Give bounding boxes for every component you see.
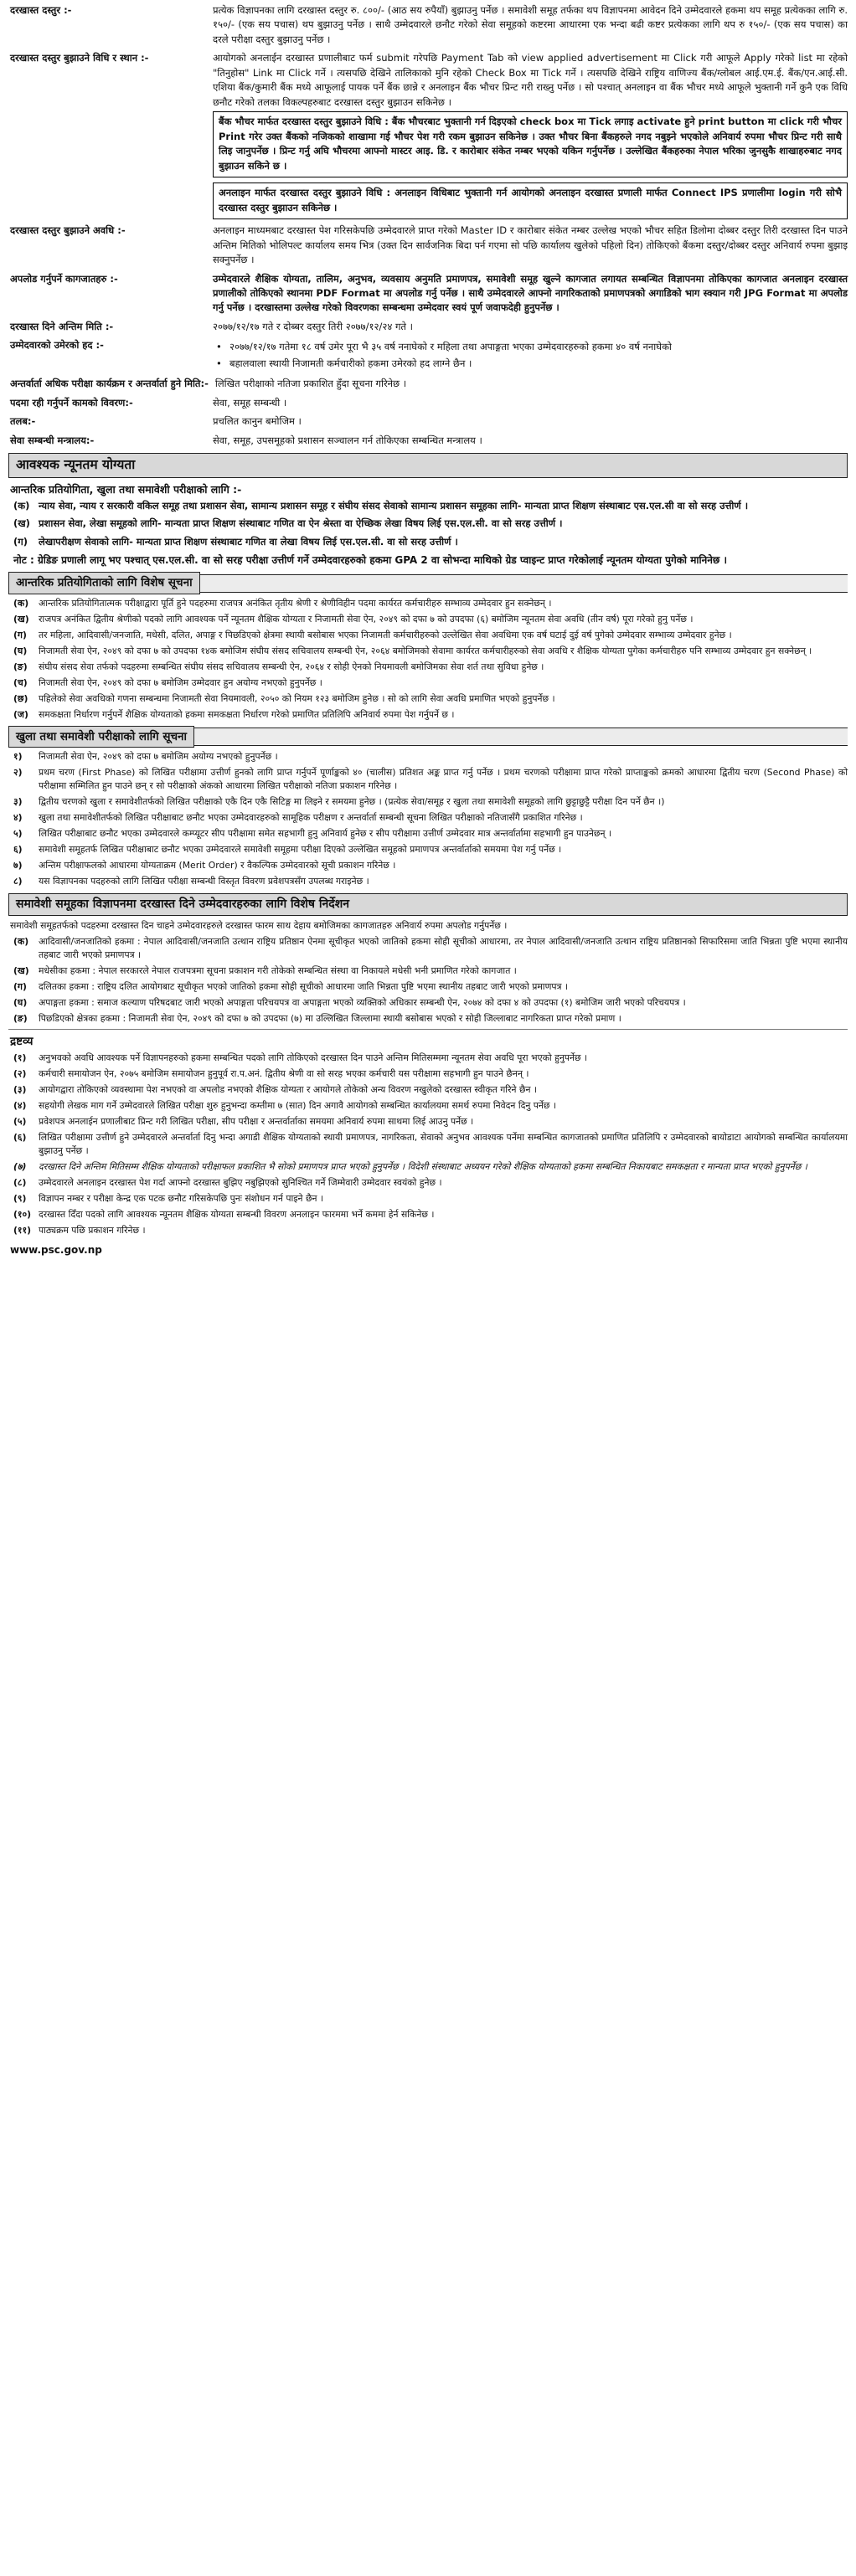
inclusive-list xyxy=(8,919,848,1026)
upload-text: उम्मेदवारले शैक्षिक योग्यता, तालिम, अनुभव, व्यवसाय अनुमति प्रमाणपत्र, समावेशी समूह खुल्ने कागजात लगायत सम्बन्धित विज्ञापनमा तोकिएका कागजात अनलाइन दरखास्त प्रणालीको तोकिएको स्थानमा PDF Format मा अपलोड गर्नु पर्नेछ । साथै उम्मेदवारले आफ्नो नागरिकताको प्रमाणपत्रको अगाडिको भाग स्क्यान गरी JPG Format मा अपलोड गर्नु पर्नेछ । दरखास्तमा उल्लेख गरेको विवरणका सम्बन्धमा उम्मेदवार स्वयं पूर्ण जवाफदेही हुनुपर्नेछ । xyxy=(213,272,848,314)
age-label: उम्मेदवारको उमेरको हद :- xyxy=(10,339,104,352)
salary-text: प्रचलित कानुन बमोजिम । xyxy=(213,415,302,428)
note-item: (३) आयोगद्वारा तोकिएको व्यवस्थामा पेश नभएको वा अपलोड नभएको शैक्षिक योग्यता र आयोगले तोकेको अन्य विवरण नखुलेको दरखास्त स्वीकृत गरिने छैन । xyxy=(13,1084,538,1096)
open-heading: खुला तथा समावेशी परीक्षाको लागि सूचना xyxy=(8,726,194,748)
open-item: ७) अन्तिम परीक्षाफलको आधारमा योग्यताक्रम (Merit Order) र वैकल्पिक उम्मेदवारको सूची प्रकाशन गरिनेछ । xyxy=(13,859,396,871)
last-date-row xyxy=(8,320,848,334)
qualification-item: (ग) लेखापरीक्षण सेवाको लागि- मान्यता प्राप्त शिक्षण संस्थाबाट गणित वा लेखा विषय लिई एस.एल.सी. वा सो सरह उत्तीर्ण । xyxy=(13,535,458,548)
ministry-text: सेवा, समूह, उपसमूहको प्रशासन सञ्चालन गर्न तोकिएका सम्बन्धित मन्त्रालय । xyxy=(213,434,482,446)
internal-list xyxy=(8,597,848,722)
open-item: १) निजामती सेवा ऐन, २०४९ को दफा ७ बमोजिम अयोग्य नभएको हुनुपर्नेछ । xyxy=(13,751,278,763)
online-title: अनलाइन मार्फत दरखास्त दस्तुर बुझाउने विधि : xyxy=(219,187,391,199)
internal-heading-bar xyxy=(8,572,848,594)
deadline-label: दरखास्त दस्तुर बुझाउने अवधि :- xyxy=(10,224,126,237)
note-item: (७) दरखास्त दिने अन्तिम मितिसम्म शैक्षिक योग्यताको परीक्षाफल प्रकाशित भै सोको प्रमाणपत्र प्राप्त भएको हुनुपर्नेछ । विदेशी संस्थाबाट अध्ययन गरेको शैक्षिक योग्यताको हकमा सम्बन्धित निकायबाट समकक्षता र मान्यता प्राप्त भएको हुनुपर्नेछ । xyxy=(13,1161,807,1173)
internal-item: (छ) पहिलेको सेवा अवधिको गणना सम्बन्धमा निजामती सेवा नियमावली, २०५० को नियम १२३ बमोजिम हुनेछ । सो को लागि सेवा अवधि प्रमाणित भएको हुनुपर्नेछ । xyxy=(13,692,555,704)
method-text: आयोगको अनलाईन दरखास्त प्रणालीबाट फर्म submit गरेपछि Payment Tab को view applied advertisement मा Click गरी आफूले Apply गरेको list मा रहेको "तिनुहोस" Link मा Click गर्ने । त्यसपछि देखिने तालिकाको मुनि रहेको Check Box मा Tick गर्ने । त्यसपछि देखिने राष्ट्रिय वाणिज्य बैंक/ग्लोबल आई.एम.ई. बैंक/एन.आई.सी. एशिया बैंक/कुमारी बैंक मध्ये आफूलाई पायक पर्ने बैंक छान्ने र अनलाइन बैंक भौचर प्रिन्ट गरी राख्नु पर्नेछ । सो पश्चात् अनलाइन वा बैंक भौचर मध्ये आफूले भुक्तानी गर्ने कुनै एक विधि छनौट गरेको तलका विकल्पहरुबाट दरखास्त दस्तुर बुझाउन सकिनेछ । xyxy=(213,52,848,108)
inclusive-heading: समावेशी समूहका विज्ञापनमा दरखास्त दिने उम्मेदवारहरुका लागि विशेष निर्देशन xyxy=(8,893,848,916)
open-list xyxy=(8,750,848,888)
deadline-row xyxy=(8,224,848,267)
note-item: (४) सहयोगी लेखक माग गर्ने उम्मेदवारले लिखित परीक्षा शुरु हुनुभन्दा कम्तीमा ७ (सात) दिन अगावै आयोगको सम्बन्धित कार्यालयमा समर्थ रुपमा निवेदन दिनु पर्नेछ । xyxy=(13,1100,557,1112)
note-item: (१०) दरखास्त दिँदा पदको लागि आवश्यक न्यूनतम शैक्षिक योग्यता सम्बन्धी विवरण अनलाइन फारममा भर्ने कममा हेर्न सकिनेछ । xyxy=(13,1209,435,1221)
ministry-label: सेवा सम्बन्धी मन्त्रालय:- xyxy=(10,434,95,446)
fee-label: दरखास्त दस्तुर :- xyxy=(10,4,72,16)
inclusive-intro: समावेशी समूहतर्फको पदहरुमा दरखास्त दिन चाहने उम्मेदवारहरुले दरखास्त फारम साथ देहाय बमोजिमका कागजातहरु अनिवार्य रुपमा अपलोड गर्नुपर्नेछ । xyxy=(10,920,508,932)
open-item: ४) खुला तथा समावेशीतर्फको लिखित परीक्षाबाट छनौट भएका उम्मेदवारहरुको सामूहिक परीक्षण र अन्तर्वार्ता सम्बन्धी सूचना लिखित परीक्षाको नतिजासँगै प्रकाशित गरिनेछ । xyxy=(13,812,583,824)
qualification-subheading: आन्तरिक प्रतियोगिता, खुला तथा समावेशी परीक्षाको लागि :- xyxy=(10,482,242,496)
deadline-text: अनलाइन माध्यमबाट दरखास्त पेश गरिसकेपछि उम्मेदवारले प्राप्त गरेको Master ID र कारोबार संकेत नम्बर उल्लेख भएको भौचर सहित डिलोमा दोब्बर दस्तुर तिरी दरखास्त दिन पाउने अन्तिम मितिको भोलिपल्ट कार्यालय समय भित्र (उक्त दिन सार्वजनिक बिदा पर्न गएमा सो पछि कार्यालय खुलेको पहिलो दिन) तोकिएको बैंकमा दस्तुर/दोब्बर दस्तुर अनिवार्य रुपमा बुझाइ सक्नुपर्नेछ । xyxy=(213,224,848,266)
bullet-icon: • xyxy=(216,357,222,369)
open-item: २) प्रथम चरण (First Phase) को लिखित परीक्षामा उत्तीर्ण हुनको लागि प्राप्त गर्नुपर्ने पूर्णाङ्कको ४० (चालीस) प्रतिशत अङ्क प्राप्त गर्नु पर्नेछ । प्रथम चरणको परीक्षामा प्राप्त गरेको प्राप्ताङ्कको क्रमको आधारमा द्वितीय चरण (Second Phase) को परीक्षामा सम्मिलित हुन पाउने छन् र सो परीक्षाको अंकको आधारमा लिखित परीक्षाको नतिजा प्रकाशन गरिनेछ । xyxy=(13,767,848,792)
upload-label: अपलोड गर्नुपर्ने कागजातहरु :- xyxy=(10,272,118,285)
internal-item: (ख) राजपत्र अनंकित द्वितीय श्रेणीको पदको लागि आवश्यक पर्ने न्यूनतम शैक्षिक योग्यता र निजामती सेवा ऐन, २०४९ को दफा ७ को उपदफा (६) बमोजिम न्यूनतम सेवा अवधि (तीन वर्ष) पूरा गरेको हुनु पर्नेछ । xyxy=(13,613,694,625)
qualification-item: (ख) प्रशासन सेवा, लेखा समूहको लागि- मान्यता प्राप्त शिक्षण संस्थाबाट गणित वा ऐन श्रेस्ता वा ऐच्छिक लेखा विषय लिई एस.एल.सी. वा सो सरह उत्तीर्ण । xyxy=(13,517,563,530)
internal-item: (घ) निजामती सेवा ऐन, २०४९ को दफा ७ को उपदफा १४क बमोजिम संघीय संसद सचिवालय सम्बन्धी ऐन, २०६४ बमोजिमको सेवामा कार्यरत कर्मचारीहरुको सेवा अवधि र शैक्षिक योग्यता पुगेका कर्मचारीहरु पनि सम्भाव्य उम्मेदवार हुन सक्नेछन् । xyxy=(13,645,812,656)
divider xyxy=(8,1029,848,1030)
notes-heading: द्रष्टव्य xyxy=(10,1034,34,1048)
last-date-text: २०७७/१२/१७ गते र दोब्बर दस्तुर तिरी २०७७/१२/२४ गते । xyxy=(213,320,413,332)
note-item: (१) अनुभवको अवधि आवश्यक पर्ने विज्ञापनहरुको हकमा सम्बन्धित पदको लागि तोकिएको दरखास्त दिन पाउने अन्तिम मितिसम्ममा न्यूनतम सेवा अवधि पूरा भएको हुनुपर्नेछ । xyxy=(13,1052,588,1064)
note-item: (२) कर्मचारी समायोजन ऐन, २०७५ बमोजिम समायोजन हुनुपूर्व रा.प.अनं. द्वितीय श्रेणी वा सो सरह भएका कर्मचारी यस परीक्षामा सहभागी हुन पाउने छैनन् । xyxy=(13,1068,529,1080)
open-item: ३) द्वितीय चरणको खुला र समावेशीतर्फको लिखित परीक्षाको एकै दिन एकै सिटिङ्ग मा लिइने र समयमा हुनेछ । (प्रत्येक सेवा/समूह र खुला तथा समावेशी समूहको लागि छुट्टाछुट्टै परीक्षा दिन पर्ने छैन ।) xyxy=(13,796,665,808)
method-row xyxy=(8,51,848,219)
fee-text: प्रत्येक विज्ञापनका लागि दरखास्त दस्तुर रु. ८००/- (आठ सय रुपैयाँ) बुझाउनु पर्नेछ । समावेशी समूह तर्फका थप विज्ञापनमा आवेदन दिने उम्मेदवारले हकमा थप समूह प्रत्येकका लागि रु. १५०/- (एक सय पचास) थप बुझाउनु पर्नेछ । साथै उम्मेदवारले छनौट गरेको सेवा समूहको कष्टरमा आधारमा एक भन्दा बढी कष्टर प्रत्येकका लागि थप रु १५०/- (एक सय पचास) का दरले परीक्षा दस्तुर बुझाउनु पर्नेछ । xyxy=(213,4,848,45)
salary-label: तलब:- xyxy=(10,415,36,428)
qualification-item: (क) न्याय सेवा, न्याय र सरकारी वकिल समूह तथा प्रशासन सेवा, सामान्य प्रशासन समूह र संघीय संसद सेवाको सामान्य प्रशासन समूहका लागि- मान्यता प्राप्त शिक्षण संस्थाबाट एस.एल.सी वा सो सरह उत्तीर्ण । xyxy=(13,499,749,512)
age-row xyxy=(8,338,848,373)
age-line: • २०७७/१२/१७ गतेमा १८ वर्ष उमेर पूरा भै ३५ वर्ष ननाघेको र महिला तथा अपाङ्गता भएका उम्मेदवारहरुको हकमा ४० वर्ष ननाघेको xyxy=(216,340,848,354)
interview-row xyxy=(8,377,848,391)
post-row xyxy=(8,396,848,410)
internal-item: (च) निजामती सेवा ऐन, २०४९ को दफा ७ बमोजिम उम्मेदवार हुन अयोग्य नभएको हुनुपर्नेछ । xyxy=(13,676,322,688)
grading-note: नोट : ग्रेडिङ प्रणाली लागू भए पश्चात् एस.एल.सी. वा सो सरह परीक्षा उत्तीर्ण गर्ने उम्मेदवारहरुको हकमा GPA 2 वा सोभन्दा माथिको ग्रेड प्वाइन्ट प्राप्त गरेकोलाई न्यूनतम योग्यता पुगेको मानिनेछ । xyxy=(13,554,728,567)
upload-row xyxy=(8,272,848,316)
voucher-box xyxy=(213,111,848,177)
document-page xyxy=(8,0,848,1257)
inclusive-item: (घ) अपाङ्गता हकमा : समाज कल्याण परिषदबाट जारी भएको अपाङ्गता परिचयपत्र वा अपाङ्गता भएको व्यक्तिको अधिकार सम्बन्धी ऐन, २०७४ को दफा ४ को उपदफा (१) बमोजिम जारी भएको परिचयपत्र । xyxy=(13,996,686,1008)
open-item: ८) यस विज्ञापनका पदहरुको लागि लिखित परीक्षा सम्बन्धी विस्तृत विवरण प्रवेशपत्रसँग उपलब्ध गराइनेछ । xyxy=(13,875,369,887)
method-label: दरखास्त दस्तुर बुझाउने विधि र स्थान :- xyxy=(10,52,149,64)
note-item: (६) लिखित परीक्षामा उत्तीर्ण हुने उम्मेदवारले अन्तर्वार्ता दिनु भन्दा अगाडी शैक्षिक योग्यताको स्थायी प्रमाणपत्र, नागरिकता, सेवाको अनुभव आवश्यक पर्नेमा सम्बन्धित कागजातको प्रमाणित प्रतिलिपि र उम्मेदवारको बायोडाटा आयोगको सम्बन्धित कार्यालयमा बुझाउनु पर्नेछ । xyxy=(13,1132,848,1157)
note-item: (९) विज्ञापन नम्बर र परीक्षा केन्द्र एक पटक छनौट गरिसकेपछि पुनः संशोधन गर्न पाइने छैन । xyxy=(13,1193,324,1205)
inclusive-item: (क) आदिवासी/जनजातिको हकमा : नेपाल आदिवासी/जनजाति उत्थान राष्ट्रिय प्रतिष्ठान ऐनमा सूचीकृत भएको जातिको हकमा सोही सूचीको आधारमा, तर नेपाल आदिवासी/जनजाति उत्थान राष्ट्रिय प्रतिष्ठानको सिफारिसमा जाति भिन्नता पुष्टि भएमा स्थानीय तहबाट जारी भएको प्रमाणपत्र । xyxy=(13,936,848,961)
post-label: पदमा रही गर्नुपर्ने कामको विवरण:- xyxy=(10,396,133,409)
voucher-title: बैंक भौचर मार्फत दरखास्त दस्तुर बुझाउने विधि : xyxy=(219,116,389,128)
post-text: सेवा, समूह सम्बन्धी । xyxy=(213,396,287,409)
ministry-row xyxy=(8,434,848,448)
open-item: ६) समावेशी समूहतर्फ लिखित परीक्षाबाट छनौट भएका उम्मेदवारले समावेशी समूहमा परीक्षा दिएको उल्लेखित समूहको प्रमाणपत्र अन्तर्वार्ताको समयमा पेश गर्नु पर्नेछ । xyxy=(13,843,562,855)
qualification-heading: आवश्यक न्यूनतम योग्यता xyxy=(8,453,848,478)
inclusive-item: (ङ) पिछडिएको क्षेत्रका हकमा : निजामती सेवा ऐन, २०४९ को दफा ७ को उपदफा (७) मा उल्लिखित जिल्लामा स्थायी बसोबास भएको र सोही जिल्लाबाट नागरिकता प्राप्त गरेको प्रमाण । xyxy=(13,1012,621,1024)
internal-item: (ङ) संघीय संसद सेवा तर्फको पदहरुमा सम्बन्धित संघीय संसद सचिवालय सम्बन्धी ऐन, २०६४ र सोही ऐनको नियमावली बमोजिमका सेवा शर्त तथा सुविधा हुनेछ । xyxy=(13,661,544,672)
bullet-icon: • xyxy=(216,341,222,353)
internal-item: (ज) समकक्षता निर्धारण गर्नुपर्ने शैक्षिक योग्यताको हकमा समकक्षता निर्धारण गरेको प्रमाणित प्रतिलिपि अनिवार्य रुपमा पेश गर्नुपर्ने छ । xyxy=(13,708,455,720)
note-item: (५) प्रवेशपत्र अनलाईन प्रणालीबाट प्रिन्ट गरी लिखित परीक्षा, सीप परीक्षा र अन्तर्वार्ताका समयमा अनिवार्य रुपमा साथमा लिई आउनु पर्नेछ । xyxy=(13,1116,474,1128)
note-item: (११) पाठ्यक्रम पछि प्रकाशन गरिनेछ । xyxy=(13,1225,146,1237)
open-heading-bar xyxy=(8,726,848,748)
internal-item: (क) आन्तरिक प्रतियोगितात्मक परीक्षाद्वारा पूर्ति हुने पदहरुमा राजपत्र अनंकित तृतीय श्रेणी र श्रेणीविहीन पदमा कार्यरत कर्मचारीहरु सम्भाव्य उम्मेदवार हुन सक्नेछन् । xyxy=(13,597,552,609)
inclusive-item: (ख) मधेसीका हकमा : नेपाल सरकारले नेपाल राजपत्रमा सूचना प्रकाशन गरी तोकेको सम्बन्धित संस्था वा निकायले मधेसी भनी प्रमाणित गरेको कागजात । xyxy=(13,965,517,977)
last-date-label: दरखास्त दिने अन्तिम मिति :- xyxy=(10,320,114,332)
age-line: • बहालवाला स्थायी निजामती कर्मचारीको हकमा उमेरको हद लाग्ने छैन । xyxy=(216,357,848,371)
online-text: अनलाइन विधिबाट भुक्तानी गर्न आयोगको अनलाइन दरखास्त प्रणाली मार्फत Connect IPS प्रणालीमा login गरी सोभै दरखास्त दस्तुर बुझाउन सकिनेछ । xyxy=(219,187,842,213)
inclusive-item: (ग) दलितका हकमा : राष्ट्रिय दलित आयोगबाट सूचीकृत भएको जातिको हकमा सोही सूचीको आधारमा जाति भिन्नता पुष्टि भएमा स्थानीय तहबाट जारी भएको प्रमाणपत्र । xyxy=(13,981,569,993)
online-box xyxy=(213,183,848,219)
internal-item: (ग) तर महिला, आदिवासी/जनजाति, मधेसी, दलित, अपाङ्ग र पिछडिएको क्षेत्रमा स्थायी बसोबास भएका निजामती कर्मचारीहरुको उल्लेखित सेवा अवधिमा एक वर्ष घटाई दुई वर्ष पुगेको उम्मेदवार सम्भाव्य उम्मेदवार हुनेछ । xyxy=(13,629,732,640)
interview-label: अन्तर्वार्ता अधिक परीक्षा कार्यक्रम र अन्तर्वार्ता हुने मिति:- xyxy=(10,378,209,390)
interview-text: लिखित परीक्षाको नतिजा प्रकाशित हुँदा सूचना गरिनेछ । xyxy=(214,378,407,390)
note-item: (८) उम्मेदवारले अनलाइन दरखास्त पेश गर्दा आफ्नो दरखास्त बुझिए नबुझिएको सुनिश्चित गर्ने जिम्मेवारी उम्मेदवार स्वयंको हुनेछ । xyxy=(13,1177,442,1189)
voucher-text: बैंक भौचरबाट भुक्तानी गर्न दिइएको check box मा Tick लगाइ activate हुने print button मा click गरी भौचर Print गरेर उक्त बैंकको नजिकको शाखामा गई भौचर पेश गरी रकम बुझाउन सकिनेछ । उक्त भौचर बिना बैंकहरुले नगद नबुझ्ने भएकोले अनिवार्य रुपमा भौचर प्रिन्ट गरी साथै लिइ जानुपर्नेछ । प्रिन्ट गर्नु अघि भौचरमा आफ्नो मास्टर आइ. डि. र कारोबार संकेत नम्बर भएको यकिन गर्नुपर्नेछ । उल्लेखित बैंकहरुका नेपाल भरिका जुनसुकै शाखाहरुबाट नगद बुझाउन सकिने छ । xyxy=(219,116,842,172)
internal-heading: आन्तरिक प्रतियोगिताको लागि विशेष सूचना xyxy=(8,572,200,594)
notes-list xyxy=(8,1051,848,1237)
footer-url[interactable]: www.psc.gov.np xyxy=(10,1244,102,1257)
open-item: ५) लिखित परीक्षाबाट छनौट भएका उम्मेदवारले कम्प्यूटर सीप परीक्षामा समेत सहभागी हुनु अनिवार्य हुनेछ र सीप परीक्षामा उत्तीर्ण उम्मेदवार मात्र अन्तर्वार्तामा सहभागी हुन पाउनेछन् । xyxy=(13,828,611,839)
fee-row xyxy=(8,3,848,47)
salary-row xyxy=(8,414,848,429)
